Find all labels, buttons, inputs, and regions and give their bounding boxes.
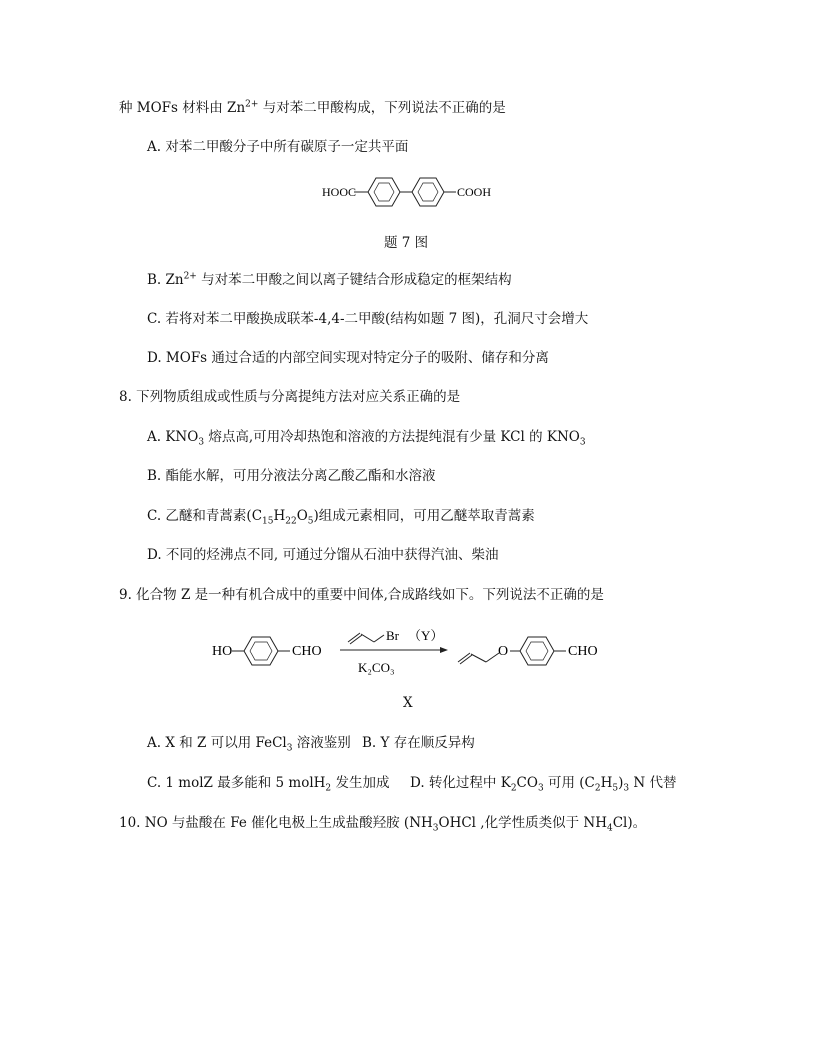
q8-option-c: C. 乙醚和青蒿素$(C_{15}H_{22}O_5)$组成元素相同，可用乙醚萃取青蒿素 xyxy=(147,508,535,527)
q8-option-d: D. 不同的烃沸点不同, 可通过分馏从石油中获得汽油、柴油 xyxy=(147,547,499,563)
q9-option-b: B. Y 存在顺反异构 xyxy=(362,735,475,751)
q9-option-a: A. X 和 Z 可以用 FeCl$_3$ 溶液鉴别 xyxy=(147,735,351,754)
reagent-label: K₂CO₃ xyxy=(358,660,395,675)
biphenyl-dicarboxylic-acid-figure xyxy=(318,170,498,212)
q7-stem: 种 MOFs 材料由 $Zn^{2+}$ 与对苯二甲酸构成，下列说法不正确的是 xyxy=(119,99,506,116)
q7-option-c: C. 若将对苯二甲酸换成联苯-4,4-二甲酸(结构如题 7 图)，孔洞尺寸会增大 xyxy=(147,311,589,327)
br-label: Br xyxy=(386,628,399,643)
cho-label: CHO xyxy=(292,644,322,659)
x-label: X xyxy=(403,695,413,711)
o-label: O xyxy=(498,644,509,659)
q8-option-b: B. 酯能水解，可用分液法分离乙酸乙酯和水溶液 xyxy=(147,468,436,484)
y-label: （Y） xyxy=(408,628,444,643)
hooc-label: HOOC xyxy=(322,185,357,199)
q9-option-d: D. 转化过程中 $K_2CO_3$ 可用 $(C_2H_5)_3$ N 代替 xyxy=(410,775,677,794)
q7-option-a: A. 对苯二甲酸分子中所有碳原子一定共平面 xyxy=(147,139,409,155)
q7-option-d: D. MOFs 通过合适的内部空间实现对特定分子的吸附、储存和分离 xyxy=(147,350,549,366)
synthesis-route-figure xyxy=(208,622,618,682)
cooh-label: COOH xyxy=(457,185,492,199)
q8-option-a: A. $KNO_3$ 熔点高,可用冷却热饱和溶液的方法提纯混有少量 KCl 的 $KNO_3$ xyxy=(147,429,586,448)
q7-option-b: B. $Zn^{2+}$ 与对苯二甲酸之间以离子键结合形成稳定的框架结构 xyxy=(147,271,512,288)
q9-option-c: C. 1 molZ 最多能和 5 molH$_2$ 发生加成 xyxy=(147,775,390,794)
q9-stem: 9. 化合物 Z 是一种有机合成中的重要中间体,合成路线如下。下列说法不正确的是 xyxy=(119,587,604,603)
q8-stem: 8. 下列物质组成或性质与分离提纯方法对应关系正确的是 xyxy=(119,389,461,405)
figure-caption: 题 7 图 xyxy=(384,235,429,251)
ho-label: HO xyxy=(212,644,233,659)
q10-stem: 10. NO 与盐酸在 Fe 催化电极上生成盐酸羟胺 ($NH_3OHCl$ ,化学性质类似于 $NH_4Cl$)。 xyxy=(119,815,647,834)
cho-product-label: CHO xyxy=(568,644,598,659)
